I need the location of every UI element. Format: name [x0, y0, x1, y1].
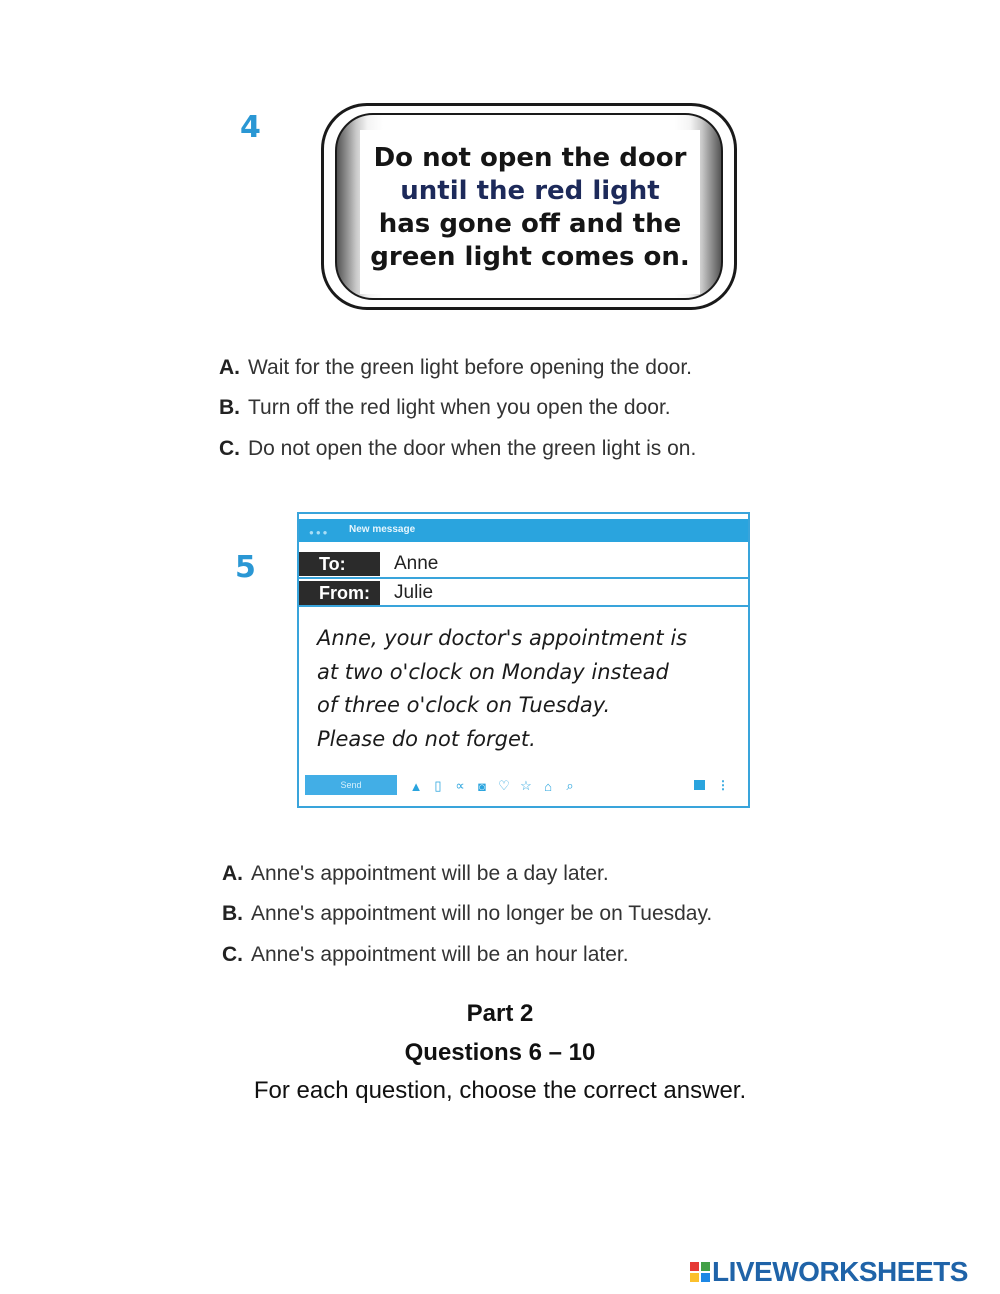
q4-option-c[interactable]: [219, 437, 696, 461]
search-icon[interactable]: ⌕: [566, 778, 574, 793]
sign-line-4: green light comes on.: [370, 242, 690, 272]
option-text: Anne's appointment will be an hour later.: [251, 943, 629, 966]
option-text: Turn off the red light when you open the door.: [248, 396, 671, 419]
email-body-line: of three o'clock on Tuesday.: [317, 693, 611, 717]
logo-square: [701, 1262, 710, 1271]
home-icon[interactable]: ⌂: [544, 778, 552, 794]
location-icon[interactable]: ♡: [498, 778, 510, 793]
sign-line-1: Do not open the door: [373, 143, 687, 173]
logo-text: LIVEWORKSHEETS: [712, 1256, 968, 1287]
question-number-5: 5: [235, 550, 256, 585]
camera-icon[interactable]: ◙: [478, 778, 486, 794]
option-letter: B.: [219, 396, 240, 419]
email-toolbar: [408, 776, 578, 796]
q4-option-a[interactable]: [219, 356, 692, 380]
option-letter: A.: [222, 862, 243, 885]
logo-square: [690, 1273, 699, 1282]
divider: [299, 577, 748, 579]
option-letter: C.: [219, 437, 240, 460]
q5-option-c[interactable]: [222, 943, 629, 967]
sign-line-3: has gone off and the: [378, 209, 682, 239]
email-body-line: at two o'clock on Monday instead: [317, 659, 669, 684]
part-title: Part 2: [466, 1000, 534, 1027]
option-text: Wait for the green light before opening the door.: [248, 356, 693, 379]
email-window-title: New message: [349, 524, 416, 535]
logo-square: [690, 1262, 699, 1271]
email-body-line: Anne, your doctor's appointment is: [317, 626, 688, 650]
q4-option-b[interactable]: [219, 396, 671, 420]
liveworksheets-logo: [690, 1256, 968, 1288]
option-letter: B.: [222, 902, 243, 925]
send-button[interactable]: Send: [305, 775, 397, 795]
q5-option-b[interactable]: [222, 902, 712, 926]
email-body-line: Please do not forget.: [317, 726, 536, 751]
format-icon[interactable]: ▲: [409, 778, 423, 794]
to-label: To:: [299, 552, 380, 576]
option-text: Anne's appointment will no longer be on Tuesday.: [251, 902, 713, 925]
email-title-bar: [299, 519, 748, 542]
divider: [299, 605, 748, 607]
logo-grid-icon: [690, 1262, 710, 1282]
sign-line-2: until the red light: [400, 176, 660, 206]
q5-option-a[interactable]: [222, 862, 609, 886]
option-letter: A.: [219, 356, 240, 379]
attach-icon[interactable]: ▯: [434, 778, 442, 793]
sign-text: [360, 142, 700, 274]
email-body: [317, 622, 737, 756]
window-dots-icon: ●●●: [309, 528, 330, 537]
star-icon[interactable]: ☆: [520, 778, 532, 793]
more-options-icon[interactable]: ⋮: [717, 778, 729, 792]
question-number-4: 4: [240, 110, 261, 145]
email-toolbar-right: [694, 778, 729, 792]
trash-icon[interactable]: [694, 780, 705, 790]
instruction: For each question, choose the correct answer.: [253, 1077, 747, 1104]
logo-square: [701, 1273, 710, 1282]
from-value: Julie: [394, 582, 434, 603]
option-text: Do not open the door when the green light is on.: [248, 437, 697, 460]
option-text: Anne's appointment will be a day later.: [251, 862, 609, 885]
to-value: Anne: [394, 553, 439, 574]
link-icon[interactable]: ∝: [455, 778, 465, 793]
from-label: From:: [299, 581, 380, 605]
option-letter: C.: [222, 943, 243, 966]
questions-range: Questions 6 – 10: [404, 1039, 596, 1066]
